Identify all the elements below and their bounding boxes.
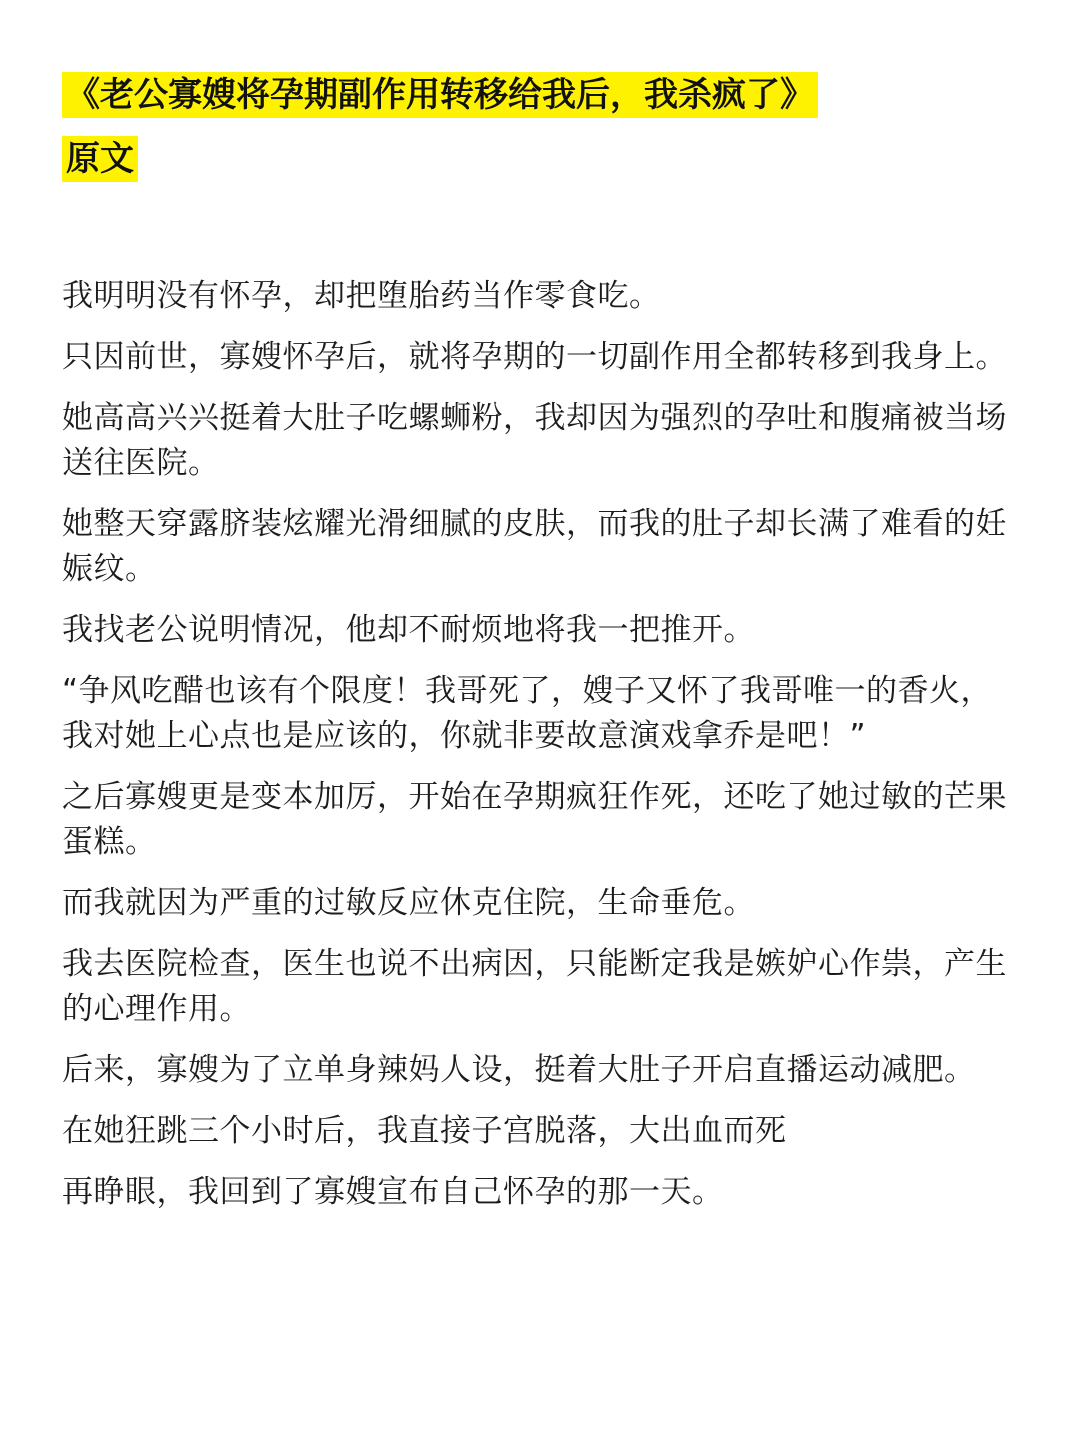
paragraph: 她整天穿露脐装炫耀光滑细腻的皮肤，而我的肚子却长满了难看的妊娠纹。 xyxy=(62,506,1007,587)
story-body xyxy=(62,274,1018,1215)
subtitle-row xyxy=(62,136,1018,186)
paragraph: 再睁眼，我回到了寡嫂宣布自己怀孕的那一天。 xyxy=(62,1174,724,1210)
paragraph: 在她狂跳三个小时后，我直接子宫脱落，大出血而死 xyxy=(62,1113,787,1149)
paragraph: 我去医院检查，医生也说不出病因，只能断定我是嫉妒心作祟，产生的心理作用。 xyxy=(62,946,1007,1027)
paragraph: 她高高兴兴挺着大肚子吃螺蛳粉，我却因为强烈的孕吐和腹痛被当场送往医院。 xyxy=(62,400,1007,481)
section-label: 原文 xyxy=(62,136,138,182)
paragraph: 后来，寡嫂为了立单身辣妈人设，挺着大肚子开启直播运动减肥。 xyxy=(62,1052,976,1088)
paragraph: 只因前世，寡嫂怀孕后，就将孕期的一切副作用全都转移到我身上。 xyxy=(62,339,1007,375)
paragraph: 而我就因为严重的过敏反应休克住院，生命垂危。 xyxy=(62,885,755,921)
dialogue-paragraph: “争风吃醋也该有个限度！我哥死了，嫂子又怀了我哥唯一的香火，我对她上心点也是应该的，你就非要故意演戏拿乔是吧！” xyxy=(62,673,993,754)
title-row xyxy=(62,72,1018,122)
paragraph: 我明明没有怀孕，却把堕胎药当作零食吃。 xyxy=(62,278,661,314)
paragraph: 之后寡嫂更是变本加厉，开始在孕期疯狂作死，还吃了她过敏的芒果蛋糕。 xyxy=(62,779,1007,860)
story-title: 《老公寡嫂将孕期副作用转移给我后，我杀疯了》 xyxy=(62,72,818,118)
paragraph: 我找老公说明情况，他却不耐烦地将我一把推开。 xyxy=(62,612,755,648)
